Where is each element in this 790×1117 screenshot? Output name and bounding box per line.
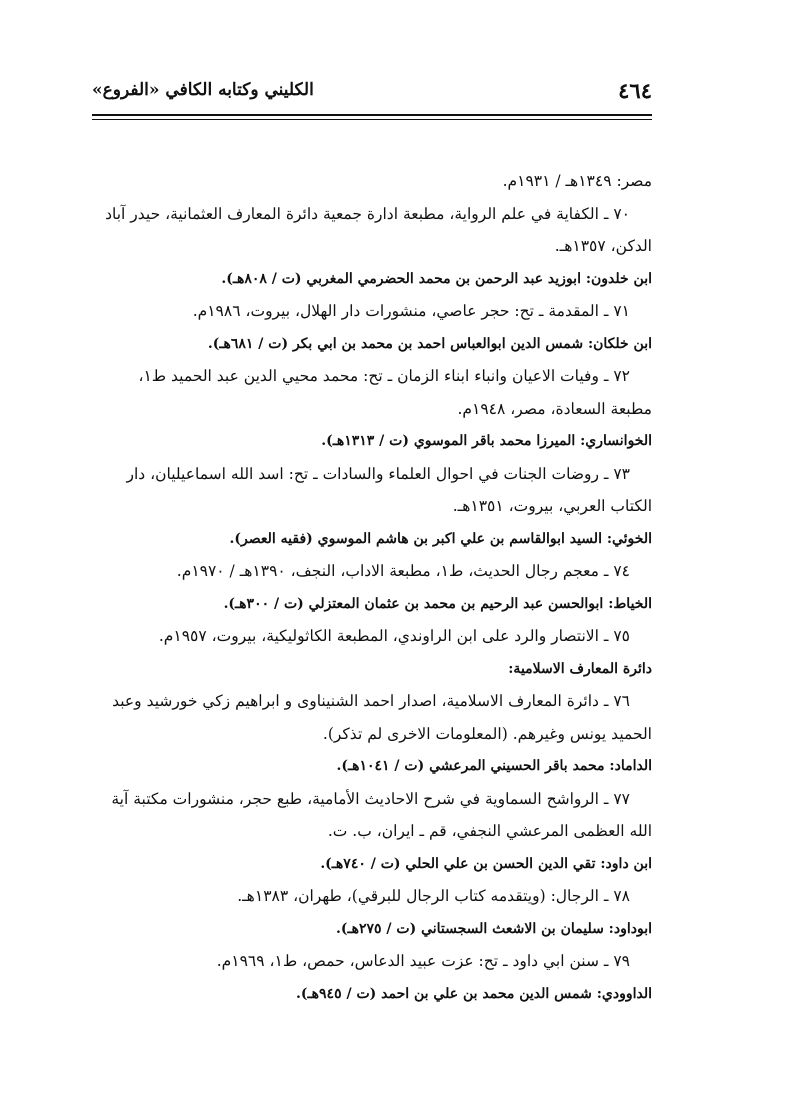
continuation-line: الكتاب العربي، بيروت، ١٣٥١هـ. (452, 497, 652, 515)
continuation-line: الحميد يونس وغيرهم. (المعلومات الاخرى لم تذكر). (322, 724, 652, 743)
author-heading: الداوودي: شمس الدين محمد بن علي بن احمد (ت / ٩٤٥هـ). (296, 985, 652, 1002)
author-heading: الخوئي: السيد ابوالقاسم بن علي اكبر بن هاشم الموسوي (فقيه العصر). (229, 530, 652, 547)
author-heading: ابن خلدون: ابوزيد عبد الرحمن بن محمد الحضرمي المغربي (ت / ٨٠٨هـ). (221, 270, 652, 287)
author-heading: الداماد: محمد باقر الحسيني المرعشي (ت / ١٠٤١هـ). (336, 758, 652, 774)
header-rule-thick (92, 114, 652, 116)
bibliography-list (92, 165, 652, 1010)
page-header (92, 78, 652, 110)
bibliography-entry: ٧٧ ـ الرواشح السماوية في شرح الاحاديث الأمامية، طبع حجر، منشورات مكتبة آية (111, 789, 630, 808)
bibliography-entry: ٧٤ ـ معجم رجال الحديث، ط١، مطبعة الاداب، النجف، ١٣٩٠هـ / ١٩٧٠م. (176, 562, 630, 580)
continuation-line: مصر: ١٣٤٩هـ / ١٩٣١م. (502, 172, 652, 190)
continuation-line: مطبعة السعادة، مصر، ١٩٤٨م. (457, 399, 652, 418)
bibliography-entry: ٧٥ ـ الانتصار والرد على ابن الراوندي، المطبعة الكاثوليكية، بيروت، ١٩٥٧م. (158, 627, 630, 645)
bibliography-entry: ٧٦ ـ دائرة المعارف الاسلامية، اصدار احمد الشنيناوى و ابراهيم زكي خورشيد وعبد (112, 692, 630, 710)
bibliography-entry: ٧٠ ـ الكفاية في علم الرواية، مطبعة ادارة جمعية دائرة المعارف العثمانية، حيدر آباد (105, 204, 630, 223)
author-heading: دائرة المعارف الاسلامية: (508, 660, 652, 677)
page-number: ٤٦٤ (618, 78, 652, 103)
author-heading: ابن خلكان: شمس الدين ابوالعباس احمد بن محمد بن ابي بكر (ت / ٦٨١هـ). (207, 335, 652, 352)
bibliography-entry: ٧١ ـ المقدمة ـ تح: حجر عاصي، منشورات دار الهلال، بيروت، ١٩٨٦م. (192, 302, 630, 320)
bibliography-entry: ٧٩ ـ سنن ابي داود ـ تح: عزت عبيد الدعاس، حمص، ط١، ١٩٦٩م. (216, 952, 630, 970)
header-rule-thin (92, 119, 652, 120)
bibliography-entry: ٧٣ ـ روضات الجنات في احوال العلماء والسادات ـ تح: اسد الله اسماعيليان، دار (126, 464, 630, 483)
author-heading: الخوانساري: الميرزا محمد باقر الموسوي (ت / ١٣١٣هـ). (321, 433, 652, 449)
author-heading: الخياط: ابوالحسن عبد الرحيم بن محمد بن عثمان المعتزلي (ت / ٣٠٠هـ). (223, 595, 652, 612)
running-title: الكليني وكتابه الكافي «الفروع» (92, 80, 314, 100)
author-heading: ابوداود: سليمان بن الاشعث السجستاني (ت / ٢٧٥هـ). (335, 920, 652, 937)
author-heading: ابن داود: تقي الدين الحسن بن علي الحلي (ت / ٧٤٠هـ). (320, 855, 652, 872)
continuation-line: الدكن، ١٣٥٧هـ. (554, 237, 652, 255)
bibliography-entry: ٧٢ ـ وفيات الاعيان وانباء ابناء الزمان ـ تح: محمد محيي الدين عبد الحميد ط١، (138, 367, 630, 385)
bibliography-entry: ٧٨ ـ الرجال: (ويتقدمه كتاب الرجال للبرقي)، طهران، ١٣٨٣هـ. (237, 887, 630, 905)
continuation-line: الله العظمى المرعشي النجفي، قم ـ ايران، ب. ت. (327, 822, 652, 840)
